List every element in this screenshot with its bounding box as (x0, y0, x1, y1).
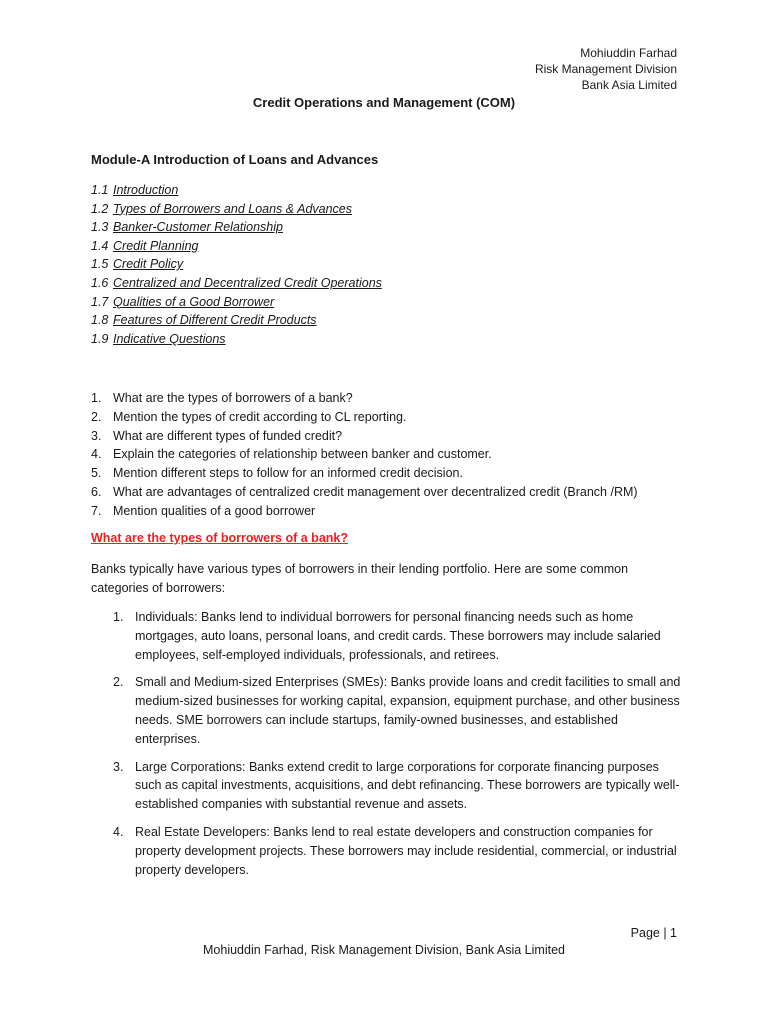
toc-link-indicative-questions[interactable]: Indicative Questions (113, 331, 226, 346)
question-number: 4. (91, 447, 102, 462)
question-number: 3. (91, 428, 102, 443)
module-heading: Module-A Introduction of Loans and Advances (91, 152, 379, 167)
toc-item (91, 311, 382, 330)
question-item (91, 389, 638, 408)
category-item (113, 608, 683, 664)
document-title: Credit Operations and Management (COM) (252, 95, 516, 110)
page-footer: Mohiuddin Farhad, Risk Management Division, Bank Asia Limited (203, 943, 565, 957)
toc-link-credit-planning[interactable]: Credit Planning (113, 238, 199, 253)
toc-item (91, 330, 382, 349)
toc-number: 1.7 (91, 294, 109, 309)
questions-list (91, 389, 638, 521)
category-item (113, 823, 683, 879)
toc-link-introduction[interactable]: Introduction (113, 183, 179, 197)
question-number: 6. (91, 484, 102, 499)
toc-link-credit-products[interactable]: Features of Different Credit Products (113, 313, 317, 328)
category-text: Real Estate Developers: Banks lend to real estate developers and construction companies for property development projects. These borrowers may include residential, commercial, or industrial property developers. (135, 824, 677, 877)
toc-number: 1.4 (91, 238, 109, 253)
toc-link-types-of-borrowers[interactable]: Types of Borrowers and Loans & Advances (113, 201, 353, 216)
toc-item (91, 200, 382, 219)
toc-link-banker-customer[interactable]: Banker-Customer Relationship (113, 220, 283, 235)
toc-number: 1.5 (91, 257, 109, 272)
toc-link-centralized-decentralized[interactable]: Centralized and Decentralized Credit Operations (113, 275, 382, 290)
question-text: Mention qualities of a good borrower (113, 503, 316, 518)
question-number: 7. (91, 503, 102, 518)
header-organization: Bank Asia Limited (581, 78, 677, 92)
question-item (91, 427, 638, 446)
toc-number: 1.2 (91, 201, 109, 216)
toc-number: 1.3 (91, 220, 109, 235)
question-text: What are different types of funded credit? (113, 428, 343, 443)
toc-number: 1.8 (91, 313, 109, 328)
section-heading: What are the types of borrowers of a bank? (91, 531, 348, 545)
toc-item (91, 218, 382, 237)
question-text: Mention different steps to follow for an informed credit decision. (113, 466, 463, 481)
question-text: What are the types of borrowers of a bank? (113, 391, 353, 405)
toc-number: 1.1 (91, 183, 109, 197)
page-number: Page | 1 (630, 926, 677, 940)
category-number: 4. (113, 824, 124, 839)
question-item (91, 464, 638, 483)
toc-item (91, 293, 382, 312)
category-text: Small and Medium-sized Enterprises (SMEs): Banks provide loans and credit facilities to small and medium-sized businesses for working capital, expansion, equipment purchase, and other business needs. SME borrowers can include startups, family-owned businesses, and established enterprises. (135, 675, 681, 746)
toc-number: 1.9 (91, 331, 109, 346)
question-item (91, 445, 638, 464)
question-item (91, 502, 638, 521)
question-text: What are advantages of centralized credit management over decentralized credit (Branch /RM) (113, 484, 638, 499)
category-item (113, 758, 683, 814)
toc-link-qualities-borrower[interactable]: Qualities of a Good Borrower (113, 294, 275, 309)
category-item (113, 673, 683, 748)
toc-item (91, 237, 382, 256)
header-author: Mohiuddin Farhad (580, 46, 677, 60)
question-number: 2. (91, 409, 102, 424)
borrower-categories-list (113, 608, 683, 888)
category-text: Individuals: Banks lend to individual borrowers for personal financing needs such as home mortgages, auto loans, personal loans, and credit cards. These borrowers may include salaried employees, self-employed individuals, professionals, and retirees. (135, 610, 661, 662)
toc-item (91, 274, 382, 293)
header-division: Risk Management Division (534, 62, 677, 76)
question-number: 1. (91, 391, 102, 405)
category-number: 2. (113, 675, 124, 690)
toc-link-credit-policy[interactable]: Credit Policy (113, 257, 184, 272)
table-of-contents (91, 181, 382, 348)
category-text: Large Corporations: Banks extend credit to large corporations for corporate financing purposes such as capital investments, acquisitions, and debt refinancing. These borrowers are typically well-established companies with substantial revenue and assets. (135, 759, 680, 812)
intro-paragraph: Banks typically have various types of borrowers in their lending portfolio. Here are some common categories of borrowers: (91, 562, 629, 595)
category-number: 3. (113, 759, 124, 774)
page-header (535, 45, 677, 93)
question-number: 5. (91, 466, 102, 481)
question-item (91, 483, 638, 502)
toc-number: 1.6 (91, 275, 109, 290)
question-text: Mention the types of credit according to CL reporting. (113, 409, 407, 424)
toc-item (91, 255, 382, 274)
question-text: Explain the categories of relationship between banker and customer. (113, 447, 492, 462)
question-item (91, 408, 638, 427)
category-number: 1. (113, 610, 124, 624)
toc-item (91, 181, 382, 200)
